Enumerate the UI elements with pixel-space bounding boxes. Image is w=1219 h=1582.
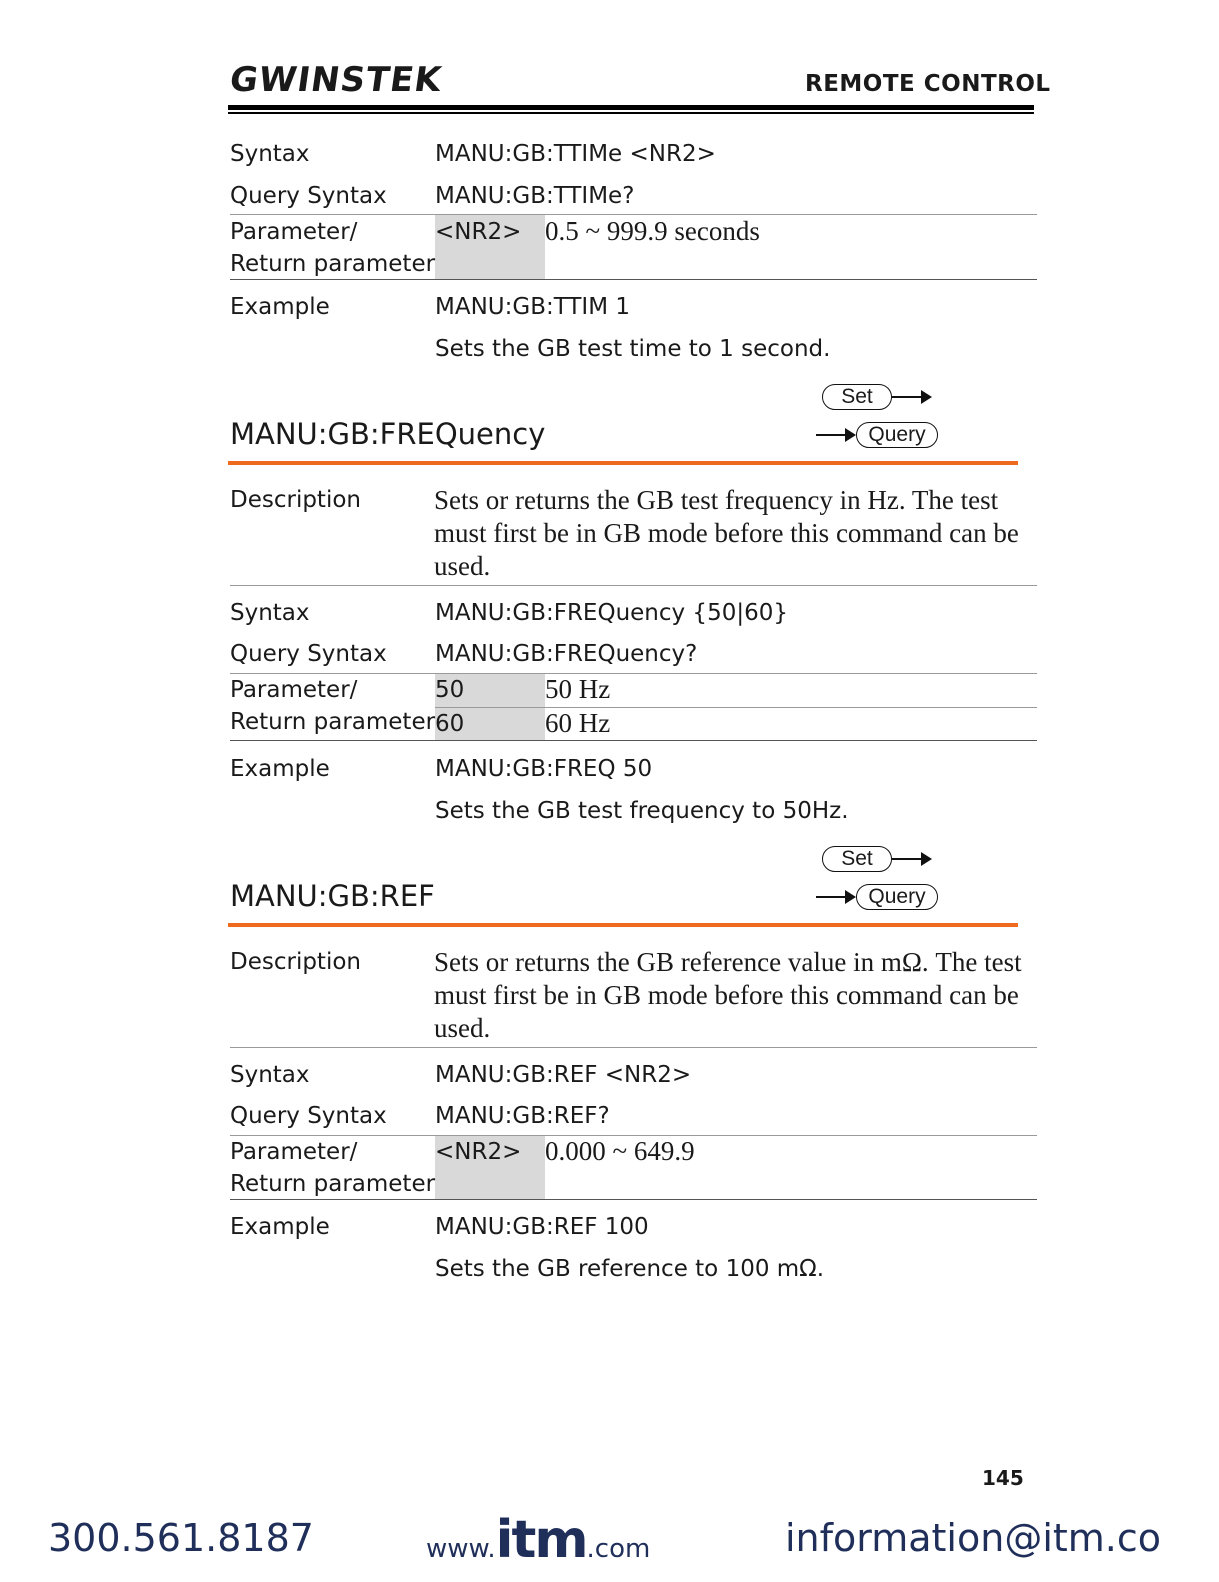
param-label: Parameter/ bbox=[230, 1139, 358, 1165]
syntax-label: Syntax bbox=[230, 141, 310, 167]
example-description: Sets the GB reference to 100 mΩ. bbox=[435, 1256, 825, 1282]
query-syntax-value: MANU:GB:FREQuency? bbox=[435, 641, 698, 667]
query-syntax-label: Query Syntax bbox=[230, 1103, 387, 1129]
query-syntax-value: MANU:GB:REF? bbox=[435, 1103, 610, 1129]
example-command: MANU:GB:FREQ 50 bbox=[435, 756, 653, 782]
syntax-label: Syntax bbox=[230, 600, 310, 626]
set-arrow-icon bbox=[892, 858, 930, 860]
divider bbox=[230, 585, 1037, 586]
param-value: 0.000 ~ 649.9 bbox=[545, 1136, 695, 1166]
query-arrow-icon bbox=[816, 434, 854, 436]
divider bbox=[230, 673, 1037, 674]
example-label: Example bbox=[230, 294, 330, 320]
syntax-value: MANU:GB:FREQuency {50|60} bbox=[435, 600, 788, 626]
description-text: Sets or returns the GB reference value in mΩ. The test must first be in GB mode before this command can be used. bbox=[434, 947, 1022, 1043]
header-rule-thin bbox=[228, 112, 1034, 114]
param-label: Parameter/ bbox=[230, 219, 358, 245]
divider bbox=[230, 740, 1037, 741]
param-label-return: Return parameter bbox=[230, 251, 436, 277]
example-description: Sets the GB test time to 1 second. bbox=[435, 336, 831, 362]
set-badge: Set bbox=[822, 384, 892, 410]
query-badge: Query bbox=[856, 884, 938, 910]
description-text: Sets or returns the GB test frequency in Hz. The test must first be in GB mode before this command can be used. bbox=[434, 485, 1019, 581]
param-value: 60 Hz bbox=[545, 708, 611, 738]
command-title: MANU:GB:FREQuency bbox=[230, 417, 546, 451]
syntax-label: Syntax bbox=[230, 1062, 310, 1088]
description-label: Description bbox=[230, 949, 361, 975]
param-label: Parameter/ bbox=[230, 677, 358, 703]
param-name: <NR2> bbox=[435, 1139, 522, 1165]
param-name: <NR2> bbox=[435, 219, 522, 245]
page-number: 145 bbox=[982, 1466, 1024, 1490]
description-label: Description bbox=[230, 487, 361, 513]
query-syntax-label: Query Syntax bbox=[230, 641, 387, 667]
param-name: 50 bbox=[435, 677, 465, 703]
divider bbox=[230, 214, 1037, 215]
example-label: Example bbox=[230, 756, 330, 782]
gwinstek-logo: GWINSTEK bbox=[227, 60, 445, 100]
example-description: Sets the GB test frequency to 50Hz. bbox=[435, 798, 849, 824]
param-name: 60 bbox=[435, 711, 465, 737]
set-arrow-icon bbox=[892, 396, 930, 398]
itm-logo: itm bbox=[495, 1510, 587, 1570]
param-label-return: Return parameter bbox=[230, 709, 436, 735]
section-header: REMOTE CONTROL bbox=[805, 71, 1051, 97]
command-title: MANU:GB:REF bbox=[230, 879, 435, 913]
query-arrow-icon bbox=[816, 896, 854, 898]
title-underline bbox=[228, 461, 1018, 465]
title-underline bbox=[228, 923, 1018, 927]
query-syntax-value: MANU:GB:TTIMe? bbox=[435, 183, 635, 209]
param-value: 0.5 ~ 999.9 seconds bbox=[545, 216, 760, 246]
example-command: MANU:GB:REF 100 bbox=[435, 1214, 649, 1240]
header-rule-thick bbox=[228, 105, 1034, 110]
footer-website[interactable] bbox=[426, 1510, 650, 1570]
footer-phone: 300.561.8187 bbox=[48, 1516, 314, 1560]
param-label-return: Return parameter bbox=[230, 1171, 436, 1197]
param-value: 50 Hz bbox=[545, 674, 611, 704]
footer-www: www. bbox=[426, 1534, 496, 1564]
example-command: MANU:GB:TTIM 1 bbox=[435, 294, 630, 320]
query-badge: Query bbox=[856, 422, 938, 448]
syntax-value: MANU:GB:REF <NR2> bbox=[435, 1062, 692, 1088]
footer-com: .com bbox=[586, 1534, 651, 1564]
example-label: Example bbox=[230, 1214, 330, 1240]
footer-email[interactable]: information@itm.co bbox=[785, 1516, 1162, 1560]
query-syntax-label: Query Syntax bbox=[230, 183, 387, 209]
divider bbox=[435, 707, 1037, 708]
syntax-value: MANU:GB:TTIMe <NR2> bbox=[435, 141, 716, 167]
divider bbox=[230, 1199, 1037, 1200]
set-badge: Set bbox=[822, 846, 892, 872]
divider bbox=[230, 279, 1037, 280]
divider bbox=[230, 1047, 1037, 1048]
